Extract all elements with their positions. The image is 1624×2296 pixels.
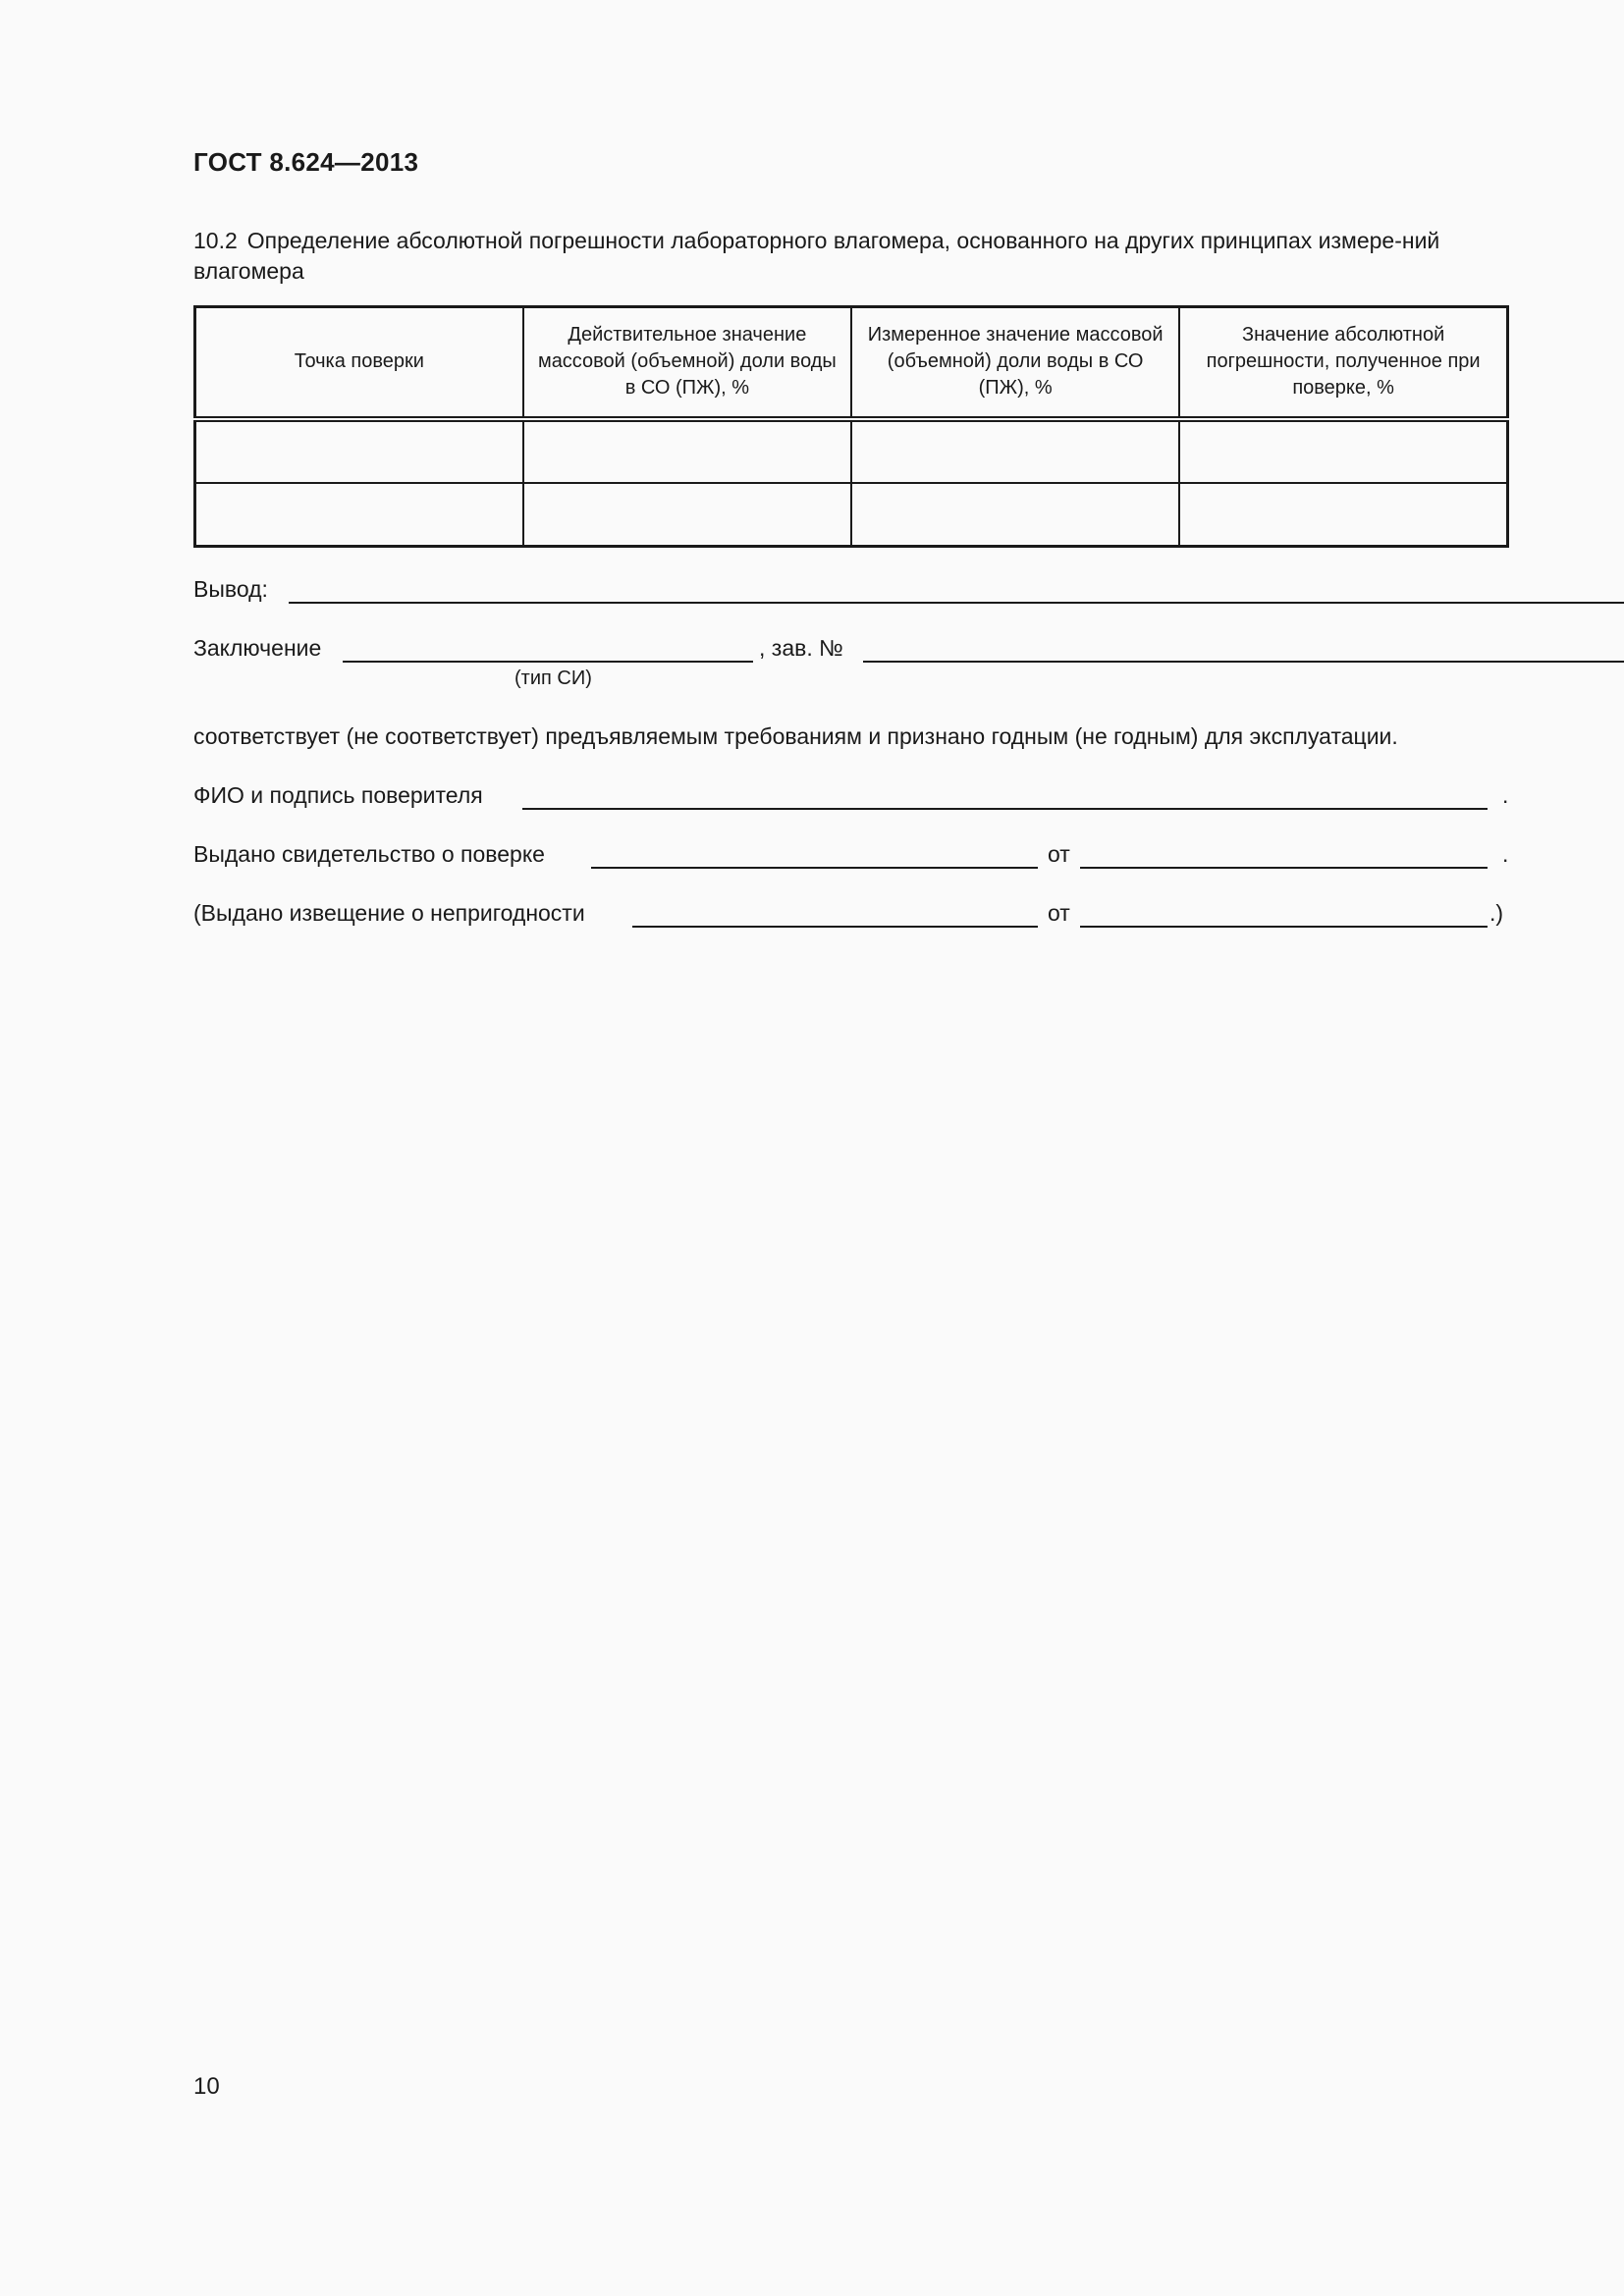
document-code: ГОСТ 8.624—2013 <box>193 147 419 177</box>
serial-number-blank[interactable] <box>863 661 1624 663</box>
table-cell[interactable] <box>195 419 523 483</box>
verdict-label: Заключение <box>193 635 322 661</box>
notice-date-label: от <box>1048 900 1070 926</box>
table-cell[interactable] <box>851 483 1179 547</box>
serial-label: , зав. № <box>759 635 843 661</box>
conclusion-row <box>193 576 1509 608</box>
section-heading <box>193 226 1509 287</box>
verdict-row <box>193 635 1509 667</box>
notice-row <box>193 900 1509 932</box>
certificate-date-label: от <box>1048 841 1070 867</box>
table-cell[interactable] <box>1179 419 1507 483</box>
conclusion-label: Вывод: <box>193 576 268 602</box>
notice-number-blank[interactable] <box>632 926 1038 928</box>
column-header: Значение абсолютной погрешности, полученное при поверке, % <box>1179 307 1507 419</box>
table-row <box>195 483 1508 547</box>
conclusion-blank[interactable] <box>289 602 1624 604</box>
verifier-period: . <box>1502 782 1509 808</box>
verification-table <box>193 305 1509 548</box>
certificate-label: Выдано свидетельство о поверке <box>193 841 545 867</box>
column-header: Точка поверки <box>195 307 523 419</box>
verifier-label: ФИО и подпись поверителя <box>193 782 483 808</box>
verifier-blank[interactable] <box>522 808 1488 810</box>
certificate-row <box>193 841 1509 873</box>
notice-label: (Выдано извещение о непригодности <box>193 900 585 926</box>
column-header: Измеренное значение массовой (объемной) доли воды в СО (ПЖ), % <box>851 307 1179 419</box>
section-title: Определение абсолютной погрешности лабораторного влагомера, основанного на других принципах измере-ний влагомера <box>193 228 1440 284</box>
table-cell[interactable] <box>523 419 851 483</box>
section-number: 10.2 <box>193 228 238 253</box>
page-number: 10 <box>193 2073 220 2100</box>
table-header-row <box>195 307 1508 419</box>
table-cell[interactable] <box>1179 483 1507 547</box>
table-row <box>195 419 1508 483</box>
table-cell[interactable] <box>523 483 851 547</box>
notice-close: .) <box>1489 900 1504 926</box>
table-cell[interactable] <box>195 483 523 547</box>
type-caption: (тип СИ) <box>514 667 592 689</box>
verifier-row <box>193 782 1509 814</box>
compliance-statement: соответствует (не соответствует) предъявляемым требованиям и признано годным (не годным) для эксплуатации. <box>193 723 1398 749</box>
certificate-period: . <box>1502 841 1509 867</box>
certificate-number-blank[interactable] <box>591 867 1038 869</box>
certificate-date-blank[interactable] <box>1080 867 1488 869</box>
table-cell[interactable] <box>851 419 1179 483</box>
notice-date-blank[interactable] <box>1080 926 1488 928</box>
column-header: Действительное значение массовой (объемной) доли воды в СО (ПЖ), % <box>523 307 851 419</box>
instrument-type-blank[interactable] <box>343 661 753 663</box>
